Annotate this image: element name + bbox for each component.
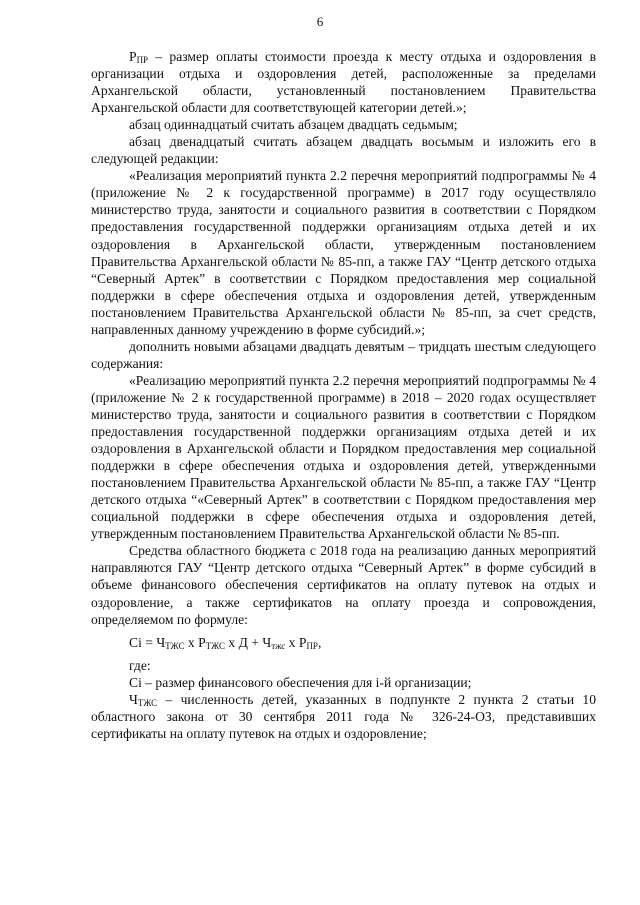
paragraph: абзац двенадцатый считать абзацем двадцать восьмым и изложить его в следующей редакции: xyxy=(91,134,596,167)
paragraph: абзац одиннадцатый считать абзацем двадцать седьмым; xyxy=(129,117,458,133)
paragraph: дополнить новыми абзацами двадцать девятым – тридцать шестым следующего содержания: xyxy=(91,338,596,371)
paragraph: «Реализация мероприятий пункта 2.2 перечня мероприятий подпрограммы № 4 (приложение № 2 к государственной программе) в 2017 году осуществляло министерство труда, занятости и социального развития в соответствии с Порядком предоставления государственной поддержки организациям отдыха детей и их оздоровления в Архангельской области, утвержденным постановлением Правительства Архангельской области № 85-пп, а также ГАУ “Центр детского отдыха “Северный Артек” в соответствии с Порядком предоставления мер социальной поддержки в сфере обеспечения отдыха и оздоровления детей, утвержденным постановлением Правительства Архангельской области № 85-пп, за счет средств, направленных данному учреждению в форме субсидий.»; xyxy=(91,168,596,337)
paragraph: Средства областного бюджета с 2018 года на реализацию данных мероприятий направляются ГАУ “Центр детского отдыха “Северный Артек” в форме субсидий в объеме финансового обеспечения сертификатов на оплату путевок на отдых и оздоровление, а также сертификатов на оплату проезда и сопровождения, определяемом по формуле: xyxy=(91,543,596,627)
paragraph: «Реализацию мероприятий пункта 2.2 перечня мероприятий подпрограммы № 4 (приложение № 2 к государственной программе) в 2018 – 2020 годах осуществляет министерство труда, занятости и социального развития в соответствии с Порядком предоставления государственной поддержки организациям отдыха детей и их оздоровления в Архангельской области и Порядком предоставления мер социальной поддержки в сфере обеспечения отдыха и оздоровления детей, утвержденными постановлением Правительства Архангельской области № 85-пп, а также ГАУ “Центр детского отдыха “«Северный Артек” в соответствии с Порядком предоставления мер социальной поддержки в сфере обеспечения отдыха и оздоровления детей, утвержденным постановлением Правительства Архангельской области № 85-пп. xyxy=(91,372,596,542)
paragraph: $Ч_{ТЖС}$ – численность детей, указанных в подпункте 2 пункта 2 статьи 10 областного закона от 30 сентября 2011 года № 326-24-ОЗ, представивших сертификаты на оплату путевок на отдых и оздоровление; xyxy=(91,691,596,741)
paragraph: Ci – размер финансового обеспечения для i-й организации; xyxy=(129,674,472,690)
document-body xyxy=(91,48,596,742)
page-number: 6 xyxy=(316,14,324,29)
formula: $Ci = Ч_{ТЖС}$ х $Р_{ТЖС}$ х $Д + Ч_{тжс}$ х $Р_{ПР}$, xyxy=(129,634,322,651)
paragraph: где: xyxy=(129,657,151,673)
paragraph: $Р_{ПР}$ – размер оплаты стоимости проезда к месту отдыха и оздоровления в организации отдыха и оздоровления детей, расположенные за пределами Архангельской области, установленный постановлением Правительства Архангельской области для соответствующей категории детей.»; xyxy=(91,49,596,116)
